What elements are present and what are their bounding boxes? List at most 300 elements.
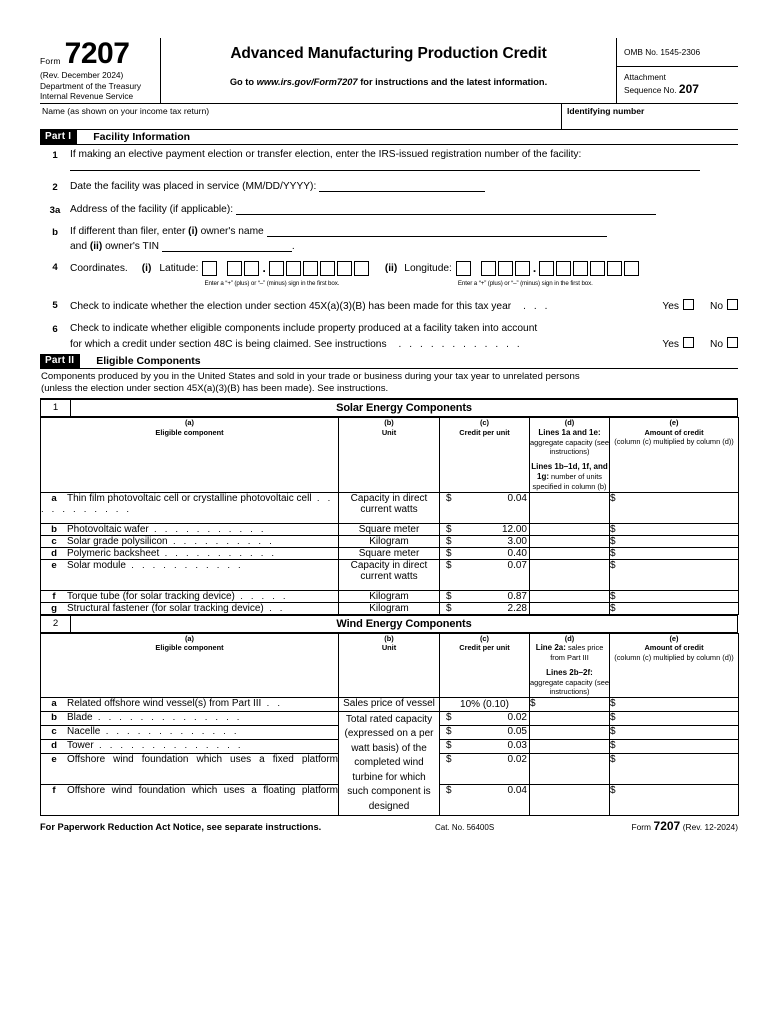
attachment-sequence-number: 207 [678,82,699,97]
name-field-label: Name (as shown on your income tax return) [42,105,210,116]
line-5-leader-dots: . . . [523,300,551,312]
longitude-decimal-box-4[interactable] [590,261,605,276]
wind-col-d-line2-bold: Lines 2b–2f: [546,667,593,677]
wind-row-a-credit: 10% (0.10) [460,698,509,710]
wind-row-c-credit-cell [440,726,530,740]
solar-row-g-leader: . . [263,602,286,614]
line-5-body [70,299,738,312]
wind-col-e-letter: (e) [669,633,679,643]
form-footer [40,816,738,833]
wind-row-f-component: Offshore wind foundation which uses a floating platform [67,785,338,797]
solar-row-d-component-cell [41,547,339,559]
line-3b-number: b [52,226,58,238]
footer-form-id [631,819,738,833]
longitude-degree-box-2[interactable] [498,261,513,276]
solar-row-c-amount-symbol: $ [610,535,616,547]
solar-row-g-units-input[interactable] [530,602,610,614]
solar-row-f-amount-symbol: $ [610,590,616,602]
line-6-no-group[interactable] [694,337,738,350]
line-2-input[interactable] [319,181,485,192]
line-3a-body [70,204,738,216]
goto-suffix: for instructions and the latest information. [357,77,548,87]
solar-row-e-credit-cell [440,559,530,590]
wind-col-a-header [41,633,339,697]
identifying-number-label: Identifying number [567,105,645,116]
wind-col-c-label: Credit per unit [459,643,510,653]
solar-row-e-letter: e [51,559,57,571]
line-2-body [70,181,738,193]
solar-row-c-component-cell [41,535,339,547]
wind-row-d-amount-input[interactable] [610,740,739,754]
solar-col-d-line2-bold: Lines 1b–1d, 1f, and 1g: [531,461,608,481]
solar-row-a-leader: . . . . . . . . . . . [41,492,333,515]
line-5-yes-label: Yes [662,300,679,312]
line-3b-and: and [70,240,90,252]
solar-row-a-amount-input[interactable] [610,492,739,523]
latitude-decimal-box-5[interactable] [337,261,352,276]
line-5-yes-checkbox[interactable] [683,299,694,310]
name-and-id-row [40,104,738,130]
wind-section-title: Wind Energy Components [71,615,738,632]
solar-row-f-credit: 0.87 [507,590,527,602]
goto-instructions-line [165,77,612,87]
solar-section-heading-table [40,399,738,417]
wind-col-a-label: Eligible component [155,643,224,653]
line-5-yes-group[interactable] [662,299,694,312]
attachment-label-1: Attachment [624,72,666,82]
solar-row-e-credit-symbol: $ [446,559,452,571]
wind-row-f-credit-symbol: $ [446,785,452,797]
table-row [41,590,739,602]
line-1-row [40,149,738,161]
solar-row-c-credit-cell [440,535,530,547]
wind-row-d-capacity-input[interactable] [530,740,610,754]
solar-col-d-line2-rest: number of units specified in column (b) [532,471,607,492]
latitude-decimal-box-2[interactable] [286,261,301,276]
wind-row-c-amount-symbol: $ [610,726,616,738]
wind-row-a-amount-symbol: $ [610,697,616,709]
wind-col-d-line2-rest: aggregate capacity (see instructions) [530,678,609,697]
latitude-degree-box-1[interactable] [227,261,242,276]
solar-row-c-letter: c [51,535,57,547]
solar-col-e-sub: (column (c) multiplied by column (d)) [614,436,734,446]
wind-row-b-credit-symbol: $ [446,711,452,723]
wind-col-d-letter: (d) [564,633,575,643]
wind-row-e-credit: 0.02 [507,754,527,766]
wind-section-heading-row [41,615,738,632]
table-row [41,711,739,725]
wind-row-d-component: Tower [67,740,94,752]
wind-row-b-credit-cell [440,711,530,725]
wind-row-d-amount-symbol: $ [610,740,616,752]
wind-row-f-credit: 0.04 [507,785,527,797]
wind-row-e-letter: e [51,754,57,766]
wind-row-c-leader: . . . . . . . . . . . . . [100,726,240,738]
wind-row-f-amount-symbol: $ [610,785,616,797]
line-2-number: 2 [52,181,58,193]
line-5-no-group[interactable] [694,299,738,312]
longitude-decimal-box-6[interactable] [624,261,639,276]
longitude-decimal-box-3[interactable] [573,261,588,276]
solar-row-g-unit: Kilogram [339,602,440,614]
part-1-title: Facility Information [93,130,191,143]
longitude-roman: (ii) [384,262,398,274]
solar-row-f-credit-symbol: $ [446,590,452,602]
solar-row-d-credit: 0.40 [507,547,527,559]
table-row [41,535,739,547]
solar-row-d-credit-cell [440,547,530,559]
line-5-row [40,299,738,312]
wind-row-e-amount-symbol: $ [610,754,616,766]
line-5-number: 5 [52,299,58,311]
line-3b-tin-spacer [40,241,70,252]
wind-components-table [40,633,739,817]
solar-row-a-component-cell [41,492,339,523]
latitude-decimal-box-1[interactable] [269,261,284,276]
wind-row-a-component: Related offshore wind vessel(s) from Part III [67,697,262,709]
attachment-label-2: Sequence No. [624,85,677,96]
line-3b-period: . [291,240,295,252]
table-row [41,559,739,590]
table-row [41,547,739,559]
footer-form-number: 7207 [653,819,681,834]
wind-row-f-amount-input[interactable] [610,785,739,816]
wind-row-a-unit: Sales price of vessel [339,697,440,711]
solar-row-e-amount-symbol: $ [610,559,616,571]
wind-row-f-credit-cell [440,785,530,816]
wind-row-b-amount-symbol: $ [610,711,616,723]
wind-col-b-header [339,633,440,697]
line-1-number: 1 [52,149,58,161]
solar-col-d-line1-bold: Lines 1a and 1e: [538,427,601,437]
line-6-body-2 [70,337,738,350]
solar-row-b-credit: 12.00 [501,523,527,535]
solar-col-b-header [339,418,440,493]
wind-row-b-capacity-input[interactable] [530,711,610,725]
line-3b-roman-i: (i) [188,225,198,237]
wind-col-a-letter: (a) [184,633,195,643]
line-4-label: Coordinates. [70,262,128,274]
solar-row-a-unit: Capacity in direct current watts [339,492,440,523]
solar-row-b-credit-cell [440,523,530,535]
line-6-yes-group[interactable] [662,337,694,350]
line-6-yes-label: Yes [662,338,679,350]
longitude-boxes[interactable] [456,261,639,276]
table-row [41,602,739,614]
solar-row-d-amount-input[interactable] [610,547,739,559]
wind-row-c-credit: 0.05 [507,726,527,738]
part-2-intro-line-2: (unless the election under section 45X(a)(3)(B) has been made). See instructions. [41,383,389,395]
line-6-text-2: for which a credit under section 48C is being claimed. See instructions [70,338,387,350]
solar-row-f-unit: Kilogram [339,590,440,602]
wind-row-d-letter: d [51,740,57,752]
solar-row-b-credit-symbol: $ [446,523,452,535]
wind-row-b-component-cell [41,711,339,725]
solar-row-a-amount-symbol: $ [610,492,616,504]
line-2-row [40,181,738,193]
latitude-decimal-box-4[interactable] [320,261,335,276]
solar-row-b-letter: b [51,523,57,535]
wind-row-e-component-cell [41,754,339,785]
wind-row-b-amount-input[interactable] [610,711,739,725]
latitude-hint: Enter a “+” (plus) or “–” (minus) sign in the first box. [204,279,340,287]
wind-row-a-sales-price-input[interactable] [530,697,610,711]
latitude-sign-box[interactable] [202,261,217,276]
wind-row-c-credit-symbol: $ [446,726,452,738]
line-3b-text-after: owner's name [197,225,264,237]
solar-col-e-header [610,418,739,493]
line-6-row [40,323,738,335]
solar-row-c-unit: Kilogram [339,535,440,547]
latitude-decimal-point: . [262,261,266,276]
solar-row-a-credit-cell [440,492,530,523]
line-3b-text-before: If different than filer, enter [70,225,189,237]
longitude-degree-box-1[interactable] [481,261,496,276]
solar-col-b-letter: (b) [384,418,394,428]
page-title: Advanced Manufacturing Production Credit [230,45,547,62]
solar-col-a-header [41,418,339,493]
solar-row-a-credit-symbol: $ [446,492,452,504]
solar-row-b-leader: . . . . . . . . . . . [148,523,267,535]
wind-row-a-amount-input[interactable] [610,697,739,711]
solar-col-e-letter: (e) [669,418,679,428]
line-1-input[interactable] [70,170,700,171]
wind-row-e-credit-symbol: $ [446,754,452,766]
wind-row-b-component: Blade [67,711,93,723]
solar-row-g-credit-cell [440,602,530,614]
line-6-number: 6 [52,323,58,335]
form-header [40,38,738,104]
line-3b-tin-row [40,241,738,252]
form-revision-date: (Rev. December 2024) [40,69,124,80]
latitude-decimal-box-3[interactable] [303,261,318,276]
solar-row-f-units-input[interactable] [530,590,610,602]
line-5-no-checkbox[interactable] [727,299,738,310]
line-6-no-checkbox[interactable] [727,337,738,348]
solar-col-d-letter: (d) [564,418,575,428]
solar-row-c-credit-symbol: $ [446,535,452,547]
line-3b-tin-text: owner's TIN [102,240,159,252]
solar-row-f-amount-input[interactable] [610,590,739,602]
wind-row-c-capacity-input[interactable] [530,726,610,740]
wind-col-e-sub: (column (c) multiplied by column (d)) [614,652,734,662]
form-word-label: Form [40,55,61,66]
line-5-text: Check to indicate whether the election under section 45X(a)(3)(B) has been made for this tax year [70,300,512,312]
solar-col-c-letter: (c) [479,418,490,428]
part-2-tag: Part II [40,354,80,368]
solar-col-b-label: Unit [381,427,397,437]
solar-row-c-units-input[interactable] [530,535,610,547]
wind-row-e-capacity-input[interactable] [530,754,610,785]
footer-form-rev: (Rev. 12-2024) [682,822,738,833]
latitude-degree-box-2[interactable] [244,261,259,276]
solar-section-number: 1 [41,400,71,417]
header-form-identity [40,38,161,103]
wind-row-d-credit-cell [440,740,530,754]
latitude-label: Latitude: [159,262,199,274]
form-number: 7207 [64,37,130,70]
table-row [41,492,739,523]
department-line-2: Internal Revenue Service [40,90,134,101]
omb-number: OMB No. 1545-2306 [617,38,738,67]
line-3a-number: 3a [49,204,61,216]
line-3b-body [70,226,738,238]
longitude-boxes-group [452,261,639,287]
solar-row-c-credit: 3.00 [507,535,527,547]
wind-col-d-line1-bold: Line 2a: [535,643,566,653]
solar-row-a-credit: 0.04 [507,492,527,504]
wind-row-b-credit: 0.02 [507,711,527,723]
line-2-text: Date the facility was placed in service (MM/DD/YYYY): [70,180,317,192]
solar-row-e-amount-input[interactable] [610,559,739,590]
wind-col-b-letter: (b) [384,633,394,643]
part-2-bar [40,354,738,369]
part-2-intro [40,369,738,399]
wind-unit-merged-cell: Total rated capacity (expressed on a per watt basis) of the completed wind turbine for which such component is designed [339,711,440,816]
wind-col-e-header [610,633,739,697]
solar-components-table [40,417,739,615]
longitude-decimal-box-2[interactable] [556,261,571,276]
solar-section-heading-row [41,400,738,417]
wind-column-header-row [41,633,739,697]
solar-row-c-amount-input[interactable] [610,535,739,547]
line-6-spacer [40,337,70,350]
longitude-decimal-point: . [532,261,537,276]
wind-row-a-leader: . . [261,697,283,709]
line-6-row-2 [40,337,738,354]
wind-row-c-amount-input[interactable] [610,726,739,740]
goto-url[interactable]: www.irs.gov/Form7207 [256,77,358,87]
solar-row-g-letter: g [51,602,57,614]
header-omb-block [617,38,738,103]
solar-row-d-unit: Square meter [339,547,440,559]
line-5-no-label: No [709,300,723,312]
department-line-1: Department of the Treasury [40,80,141,91]
header-title-block [161,38,617,103]
footer-form-word: Form [631,822,652,833]
solar-row-b-component-cell [41,523,339,535]
wind-row-e-credit-cell [440,754,530,785]
line-4-body [70,261,738,287]
wind-section-heading-table [40,615,738,633]
latitude-boxes[interactable] [202,261,368,276]
line-3b-roman-ii: (ii) [89,240,103,252]
line-1-text: If making an elective payment election or transfer election, enter the IRS-issued registration number of the facility: [70,148,582,160]
wind-row-b-letter: b [51,711,57,723]
solar-row-e-unit: Capacity in direct current watts [339,559,440,590]
wind-row-b-leader: . . . . . . . . . . . . . . [92,711,243,723]
solar-row-d-leader: . . . . . . . . . . . [159,547,277,559]
longitude-decimal-box-5[interactable] [607,261,622,276]
line-4-row [40,261,738,287]
wind-row-a-letter: a [51,697,57,709]
solar-row-f-component: Torque tube (for solar tracking device) [67,590,235,602]
wind-row-f-capacity-input[interactable] [530,785,610,816]
line-3a-input[interactable] [236,204,656,215]
solar-row-f-credit-cell [440,590,530,602]
wind-row-a-component-cell [41,697,339,711]
solar-row-d-letter: d [51,547,57,559]
solar-row-e-capacity-input[interactable] [530,559,610,590]
wind-row-e-component: Offshore wind foundation which uses a fixed platform [67,754,338,766]
solar-row-b-amount-symbol: $ [610,523,616,535]
longitude-sign-box[interactable] [456,261,471,276]
solar-col-d-header [530,418,610,493]
wind-row-a-d-symbol: $ [530,697,536,709]
solar-row-f-leader: . . . . . [234,590,289,602]
line-3a-row [40,204,738,216]
form-sheet [40,38,738,833]
latitude-decimal-box-6[interactable] [354,261,369,276]
name-field-cell[interactable] [40,104,562,129]
solar-row-g-amount-symbol: $ [610,602,616,614]
part-2-title: Eligible Components [96,354,201,367]
wind-col-c-letter: (c) [479,633,490,643]
solar-row-d-amount-symbol: $ [610,547,616,559]
line-3b-tin-body [70,241,738,252]
solar-row-d-units-input[interactable] [530,547,610,559]
longitude-degree-box-3[interactable] [515,261,530,276]
longitude-hint: Enter a “+” (plus) or “–” (minus) sign in the first box. [457,279,593,287]
solar-row-g-component-cell [41,602,339,614]
solar-row-a-letter: a [51,492,57,504]
line-3b-owner-name-input[interactable] [267,226,607,237]
solar-row-a-capacity-input[interactable] [530,492,610,523]
solar-row-b-units-input[interactable] [530,523,610,535]
line-3b-row [40,226,738,238]
line-4-number: 4 [52,261,58,273]
solar-row-a-component: Thin film photovoltaic cell or crystalline photovoltaic cell [67,492,312,504]
wind-row-a-credit-cell [440,697,530,711]
solar-column-header-row [41,418,739,493]
line-3b-tin-input[interactable] [162,241,292,252]
solar-row-g-credit: 2.28 [507,602,527,614]
wind-col-b-label: Unit [381,643,397,653]
goto-prefix: Go to [229,77,257,87]
part-1-tag: Part I [40,130,77,144]
solar-col-a-letter: (a) [184,418,195,428]
solar-row-e-component-cell [41,559,339,590]
wind-row-d-credit: 0.03 [507,740,527,752]
solar-row-c-leader: . . . . . . . . . . [167,535,275,547]
solar-row-b-component: Photovoltaic wafer [67,523,149,535]
latitude-roman: (i) [141,262,152,274]
wind-row-c-letter: c [51,726,57,738]
solar-row-g-credit-symbol: $ [446,602,452,614]
wind-col-d-line1-rest: sales price from Part III [550,643,604,663]
solar-row-e-credit: 0.07 [507,559,527,571]
wind-section-number: 2 [41,615,71,632]
solar-col-c-label: Credit per unit [459,427,510,437]
wind-col-d-header [530,633,610,697]
solar-col-e-label: Amount of credit [644,427,704,437]
wind-row-e-amount-input[interactable] [610,754,739,785]
line-6-yes-checkbox[interactable] [683,337,694,348]
solar-row-c-component: Solar grade polysilicon [67,535,168,547]
solar-row-g-amount-input[interactable] [610,602,739,614]
solar-row-e-component: Solar module [67,559,126,571]
wind-col-c-header [440,633,530,697]
wind-row-c-component: Nacelle [67,726,101,738]
solar-row-b-amount-input[interactable] [610,523,739,535]
longitude-decimal-box-1[interactable] [539,261,554,276]
wind-row-d-component-cell [41,740,339,754]
identifying-number-cell[interactable] [562,104,738,129]
solar-col-d-line1-rest: aggregate capacity (see instructions) [530,437,609,457]
latitude-boxes-group [198,261,368,287]
wind-row-c-component-cell [41,726,339,740]
solar-col-a-label: Eligible component [155,427,224,437]
